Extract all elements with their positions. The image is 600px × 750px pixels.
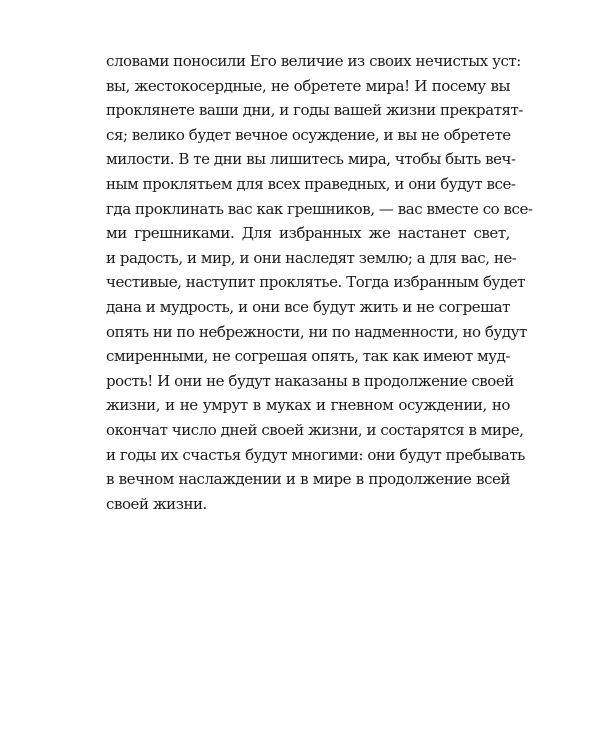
text-line-17: и годы их счастья будут многими: они будут пребывать xyxy=(106,445,525,464)
text-line-2: вы, жестокосердные, не обретете мира! И посему вы xyxy=(106,76,510,95)
text-line-16: окончат число дней своей жизни, и состарятся в мире, xyxy=(106,420,524,439)
text-line-10: честивые, наступит проклятье. Тогда избранным будет xyxy=(106,273,525,292)
text-line-3: проклянете ваши дни, и годы вашей жизни прекратят- xyxy=(106,101,524,120)
text-line-14: рость! И они не будут наказаны в продолжение своей xyxy=(106,371,514,390)
text-line-5: милости. В те дни вы лишитесь мира, чтобы быть веч- xyxy=(106,150,516,169)
body-text xyxy=(106,49,533,516)
text-line-19: своей жизни. xyxy=(106,494,207,513)
text-line-6: ным проклятьем для всех праведных, и они будут все- xyxy=(106,174,516,193)
text-line-13: смиренными, не согрешая опять, так как имеют муд- xyxy=(106,347,510,366)
text-line-1: словами поносили Его величие из своих нечистых уст: xyxy=(106,52,521,70)
text-line-7: гда проклинать вас как грешников, — вас вместе со все- xyxy=(106,199,533,218)
text-line-18: в вечном наслаждении и в мире в продолжение всей xyxy=(106,470,510,489)
text-line-9: и радость, и мир, и они наследят землю; а для вас, не- xyxy=(106,248,517,267)
text-line-12: опять ни по небрежности, ни по надменности, но будут xyxy=(106,322,527,341)
text-line-8: ми грешниками. Для избранных же настанет свет, xyxy=(106,224,510,243)
text-line-15: жизни, и не умрут в муках и гневном осуждении, но xyxy=(106,396,510,415)
text-line-4: ся; велико будет вечное осуждение, и вы не обретете xyxy=(106,125,511,144)
text-line-11: дана и мудрость, и они все будут жить и не согрешат xyxy=(106,297,510,316)
